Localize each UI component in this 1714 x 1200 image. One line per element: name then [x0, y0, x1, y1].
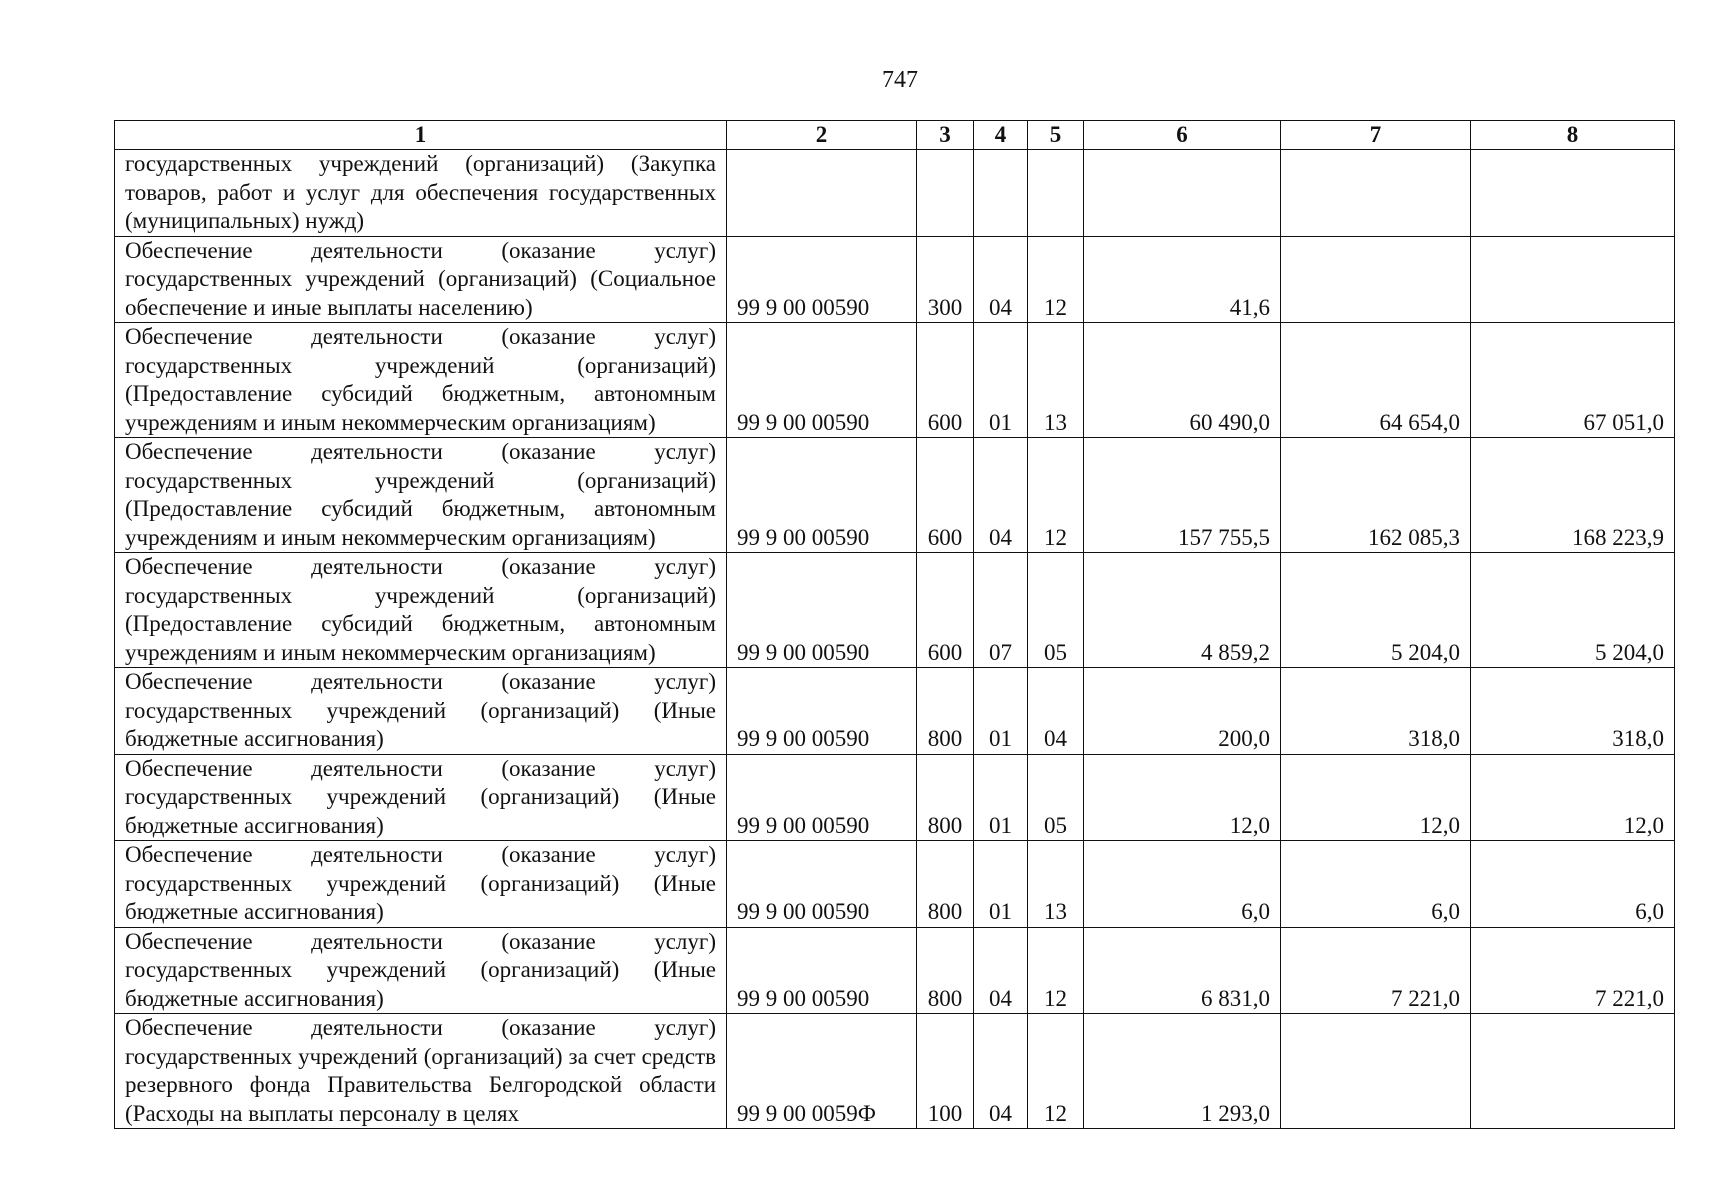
- row-value-7: [1281, 1014, 1471, 1129]
- column-header: 7: [1281, 121, 1471, 150]
- row-col3: [917, 150, 974, 237]
- column-header: 2: [727, 121, 917, 150]
- table-row: [115, 668, 1675, 755]
- row-value-8: [1471, 236, 1675, 323]
- row-value-7: [1281, 150, 1471, 237]
- row-value-6: 60 490,0: [1084, 323, 1281, 438]
- row-col3: 600: [917, 438, 974, 553]
- row-col3: 800: [917, 927, 974, 1014]
- row-value-7: 6,0: [1281, 841, 1471, 928]
- table-row: [115, 927, 1675, 1014]
- row-value-7: 12,0: [1281, 754, 1471, 841]
- row-col5: 12: [1028, 438, 1084, 553]
- row-value-7: 5 204,0: [1281, 553, 1471, 668]
- row-col5: 05: [1028, 553, 1084, 668]
- row-col5: 04: [1028, 668, 1084, 755]
- row-value-8: 6,0: [1471, 841, 1675, 928]
- row-code: 99 9 00 00590: [727, 754, 917, 841]
- row-col5: 12: [1028, 927, 1084, 1014]
- row-code: 99 9 00 00590: [727, 236, 917, 323]
- row-col3: 600: [917, 553, 974, 668]
- row-description: государственных учреждений (организаций) (Закупка товаров, работ и услуг для обеспечения государственных (муниципальных) нужд): [115, 150, 727, 237]
- row-value-7: 162 085,3: [1281, 438, 1471, 553]
- row-value-8: 168 223,9: [1471, 438, 1675, 553]
- row-description: Обеспечение деятельности (оказание услуг) государственных учреждений (организаций) (Иные бюджетные ассигнования): [115, 841, 727, 928]
- row-value-8: 7 221,0: [1471, 927, 1675, 1014]
- column-header: 6: [1084, 121, 1281, 150]
- table-row: [115, 236, 1675, 323]
- table-row: [115, 754, 1675, 841]
- row-col5: 05: [1028, 754, 1084, 841]
- row-col4: 04: [974, 1014, 1028, 1129]
- row-code: [727, 150, 917, 237]
- row-description: Обеспечение деятельности (оказание услуг) государственных учреждений (организаций) за счет средств резервного фонда Правительства Белгородской области (Расходы на выплаты персоналу в целях: [115, 1014, 727, 1129]
- row-col3: 800: [917, 754, 974, 841]
- table-row: [115, 438, 1675, 553]
- row-description: Обеспечение деятельности (оказание услуг) государственных учреждений (организаций) (Иные бюджетные ассигнования): [115, 668, 727, 755]
- row-col3: 800: [917, 841, 974, 928]
- page-number: 747: [882, 67, 918, 93]
- column-header: 3: [917, 121, 974, 150]
- table-row: [115, 553, 1675, 668]
- row-value-6: 157 755,5: [1084, 438, 1281, 553]
- row-value-6: [1084, 150, 1281, 237]
- row-col5: 12: [1028, 1014, 1084, 1129]
- row-value-6: 200,0: [1084, 668, 1281, 755]
- row-col4: 04: [974, 236, 1028, 323]
- row-col4: 01: [974, 841, 1028, 928]
- row-description: Обеспечение деятельности (оказание услуг) государственных учреждений (организаций) (Иные бюджетные ассигнования): [115, 927, 727, 1014]
- row-code: 99 9 00 00590: [727, 927, 917, 1014]
- row-code: 99 9 00 00590: [727, 323, 917, 438]
- row-description: Обеспечение деятельности (оказание услуг) государственных учреждений (организаций) (Предоставление субсидий бюджетным, автономным учреждениям и иным некоммерческим организациям): [115, 438, 727, 553]
- table-row: [115, 841, 1675, 928]
- row-col4: 04: [974, 927, 1028, 1014]
- row-col4: 07: [974, 553, 1028, 668]
- header-row: [115, 121, 1675, 150]
- row-col3: 600: [917, 323, 974, 438]
- column-header: 8: [1471, 121, 1675, 150]
- row-description: Обеспечение деятельности (оказание услуг) государственных учреждений (организаций) (Социальное обеспечение и иные выплаты населению): [115, 236, 727, 323]
- column-header: 5: [1028, 121, 1084, 150]
- row-value-8: [1471, 1014, 1675, 1129]
- row-col5: 13: [1028, 841, 1084, 928]
- row-col3: 100: [917, 1014, 974, 1129]
- table-row: [115, 150, 1675, 237]
- row-col4: 01: [974, 754, 1028, 841]
- row-value-7: 318,0: [1281, 668, 1471, 755]
- row-value-8: 67 051,0: [1471, 323, 1675, 438]
- row-col5: 13: [1028, 323, 1084, 438]
- row-value-6: 41,6: [1084, 236, 1281, 323]
- row-value-8: 5 204,0: [1471, 553, 1675, 668]
- row-col4: 04: [974, 438, 1028, 553]
- row-description: Обеспечение деятельности (оказание услуг) государственных учреждений (организаций) (Предоставление субсидий бюджетным, автономным учреждениям и иным некоммерческим организациям): [115, 553, 727, 668]
- column-header: 4: [974, 121, 1028, 150]
- row-value-8: 318,0: [1471, 668, 1675, 755]
- table-row: [115, 1014, 1675, 1129]
- row-value-6: 4 859,2: [1084, 553, 1281, 668]
- row-code: 99 9 00 0059Ф: [727, 1014, 917, 1129]
- row-col3: 300: [917, 236, 974, 323]
- row-value-6: 6 831,0: [1084, 927, 1281, 1014]
- row-col4: 01: [974, 668, 1028, 755]
- row-description: Обеспечение деятельности (оказание услуг) государственных учреждений (организаций) (Предоставление субсидий бюджетным, автономным учреждениям и иным некоммерческим организациям): [115, 323, 727, 438]
- column-header: 1: [115, 121, 727, 150]
- row-col4: [974, 150, 1028, 237]
- row-code: 99 9 00 00590: [727, 553, 917, 668]
- table-row: [115, 323, 1675, 438]
- row-value-6: 1 293,0: [1084, 1014, 1281, 1129]
- row-description: Обеспечение деятельности (оказание услуг) государственных учреждений (организаций) (Иные бюджетные ассигнования): [115, 754, 727, 841]
- row-code: 99 9 00 00590: [727, 438, 917, 553]
- row-col5: 12: [1028, 236, 1084, 323]
- row-value-8: [1471, 150, 1675, 237]
- row-col4: 01: [974, 323, 1028, 438]
- row-code: 99 9 00 00590: [727, 841, 917, 928]
- row-value-7: 7 221,0: [1281, 927, 1471, 1014]
- row-col3: 800: [917, 668, 974, 755]
- row-value-6: 12,0: [1084, 754, 1281, 841]
- row-value-6: 6,0: [1084, 841, 1281, 928]
- row-value-7: [1281, 236, 1471, 323]
- row-value-7: 64 654,0: [1281, 323, 1471, 438]
- row-col5: [1028, 150, 1084, 237]
- row-value-8: 12,0: [1471, 754, 1675, 841]
- row-code: 99 9 00 00590: [727, 668, 917, 755]
- budget-table: [114, 120, 1675, 1129]
